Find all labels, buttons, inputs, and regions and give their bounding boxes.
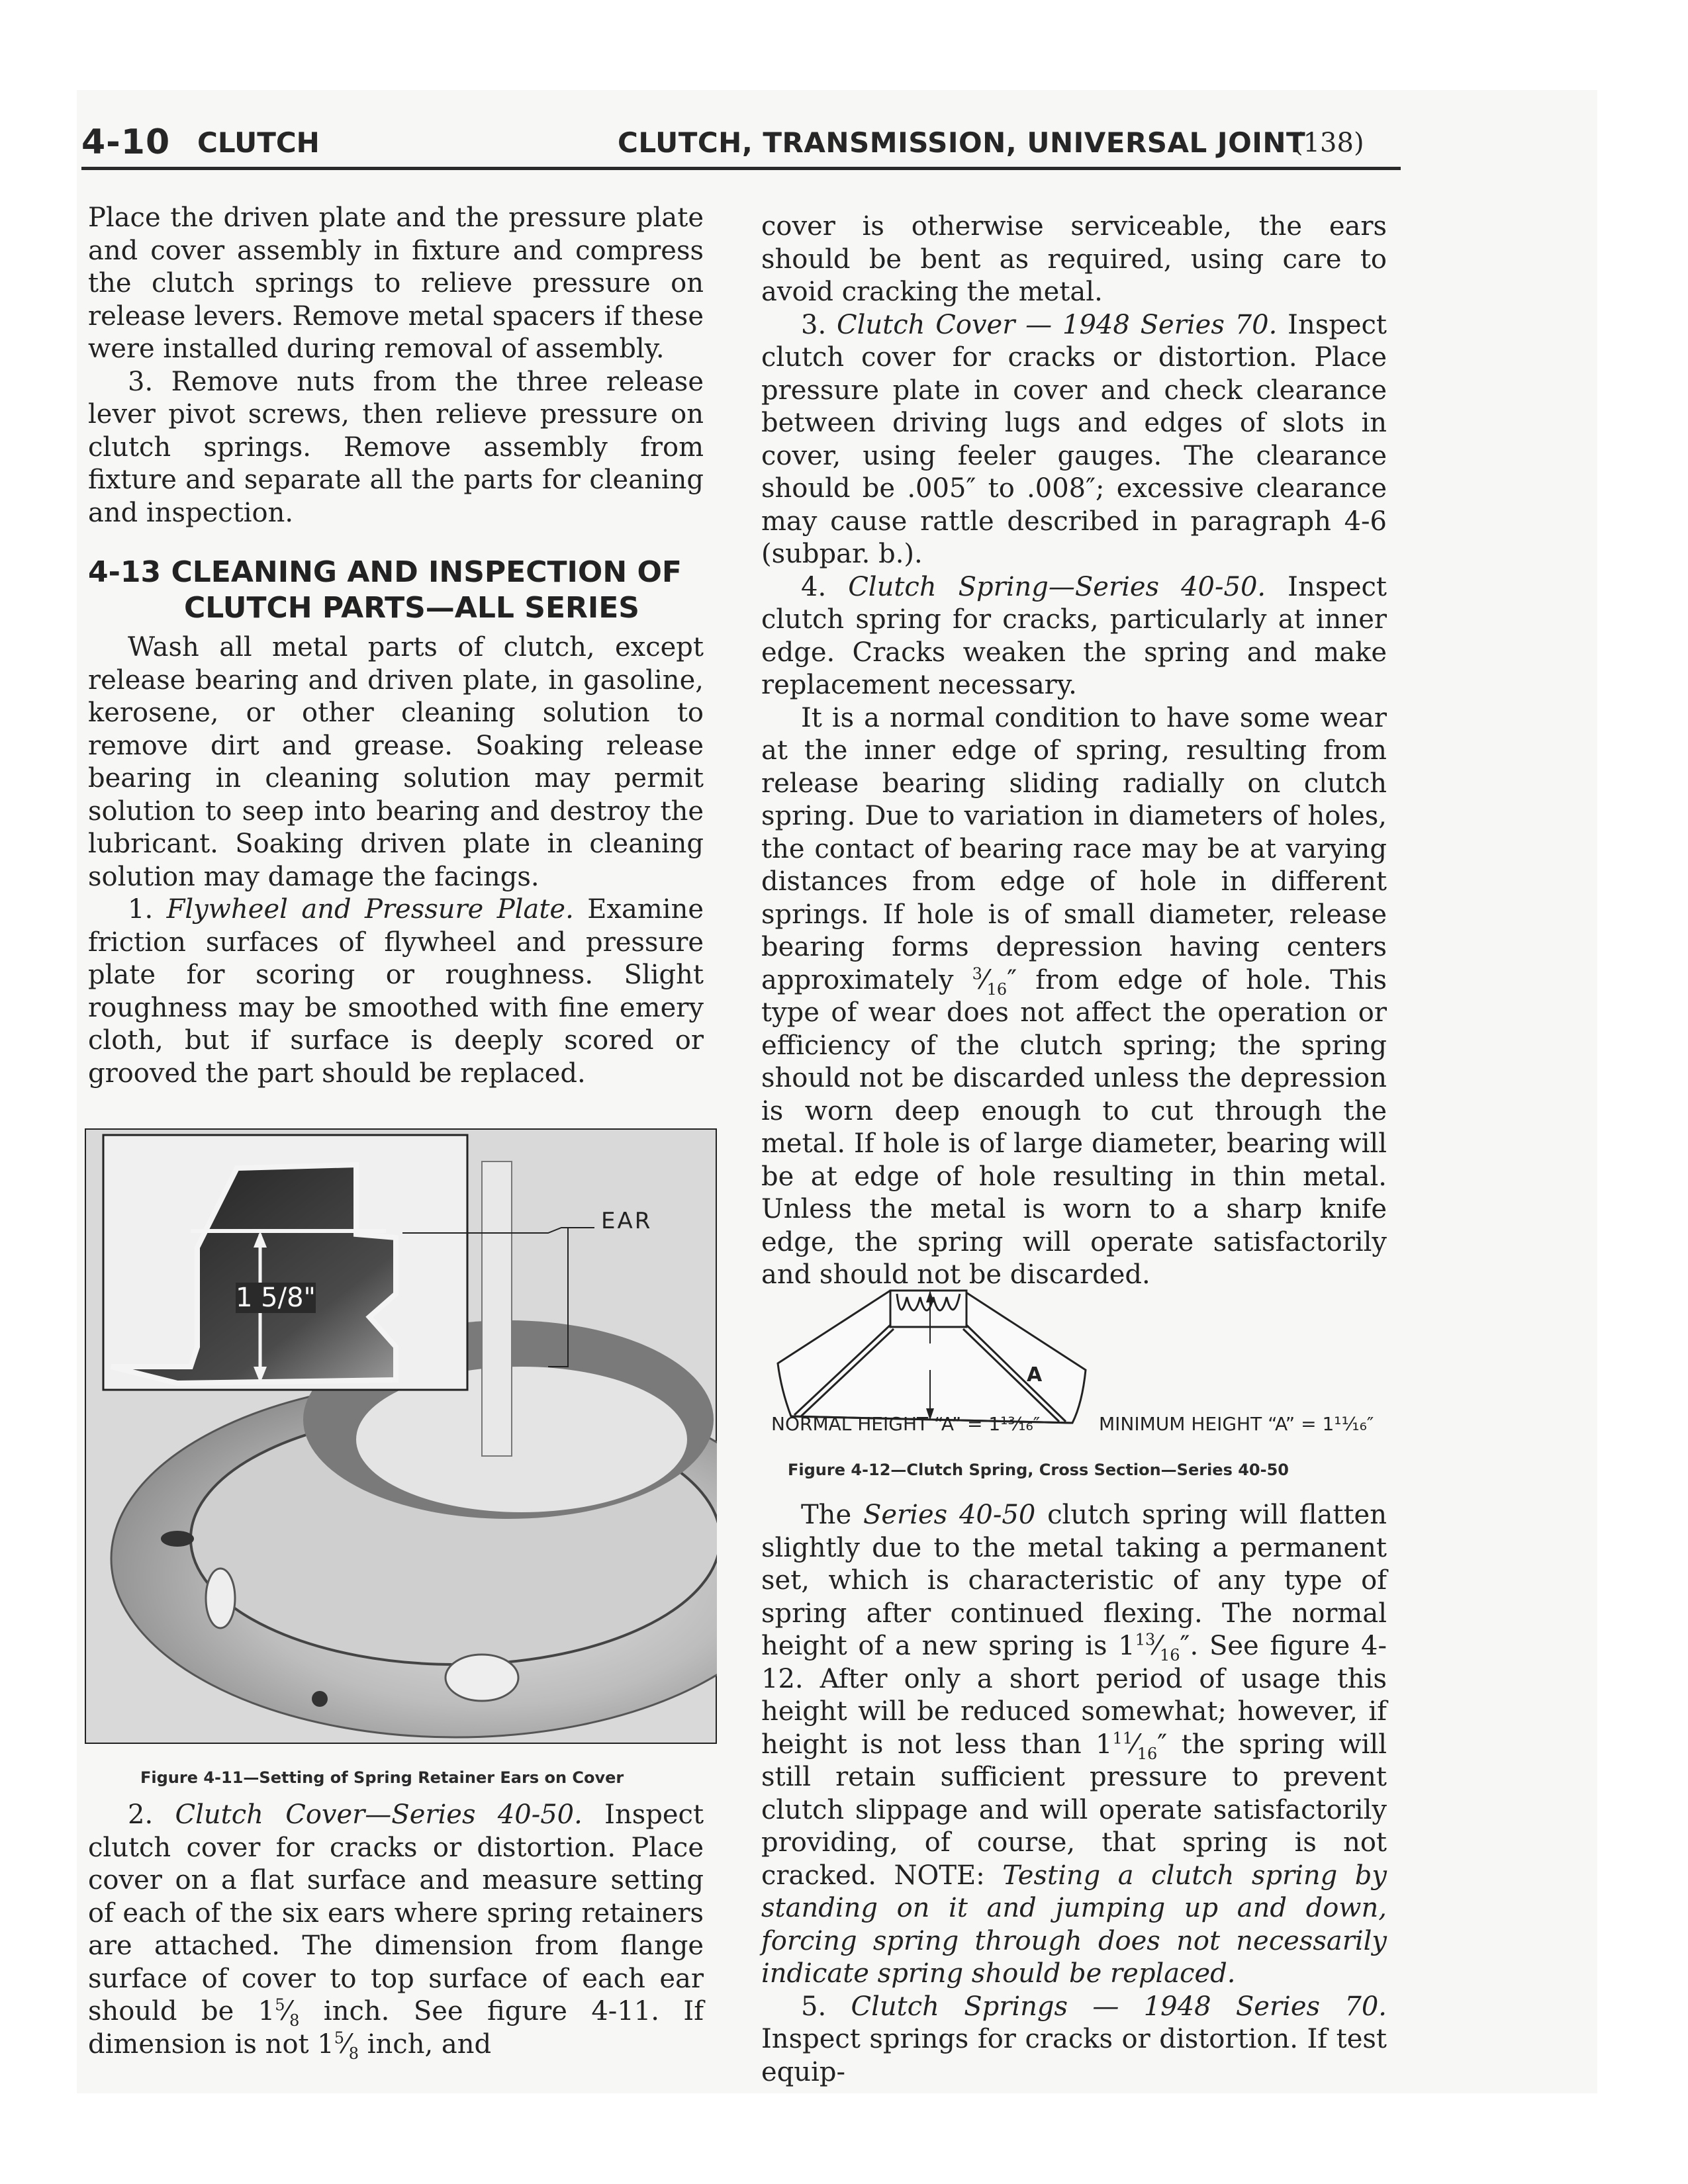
section-title-line2: CLUTCH PARTS—ALL SERIES — [184, 591, 639, 625]
section-number: 4-13 — [88, 555, 162, 589]
paragraph: cover is otherwise serviceable, the ears should be bent as required, using care to avoid cracking the metal. — [761, 211, 1387, 307]
list-item: 5. Clutch Springs — 1948 Series 70. Inspect springs for cracks or distortion. If test equip- — [761, 1991, 1387, 2087]
page-number: 4-10 — [81, 122, 171, 162]
left-column-top — [88, 202, 704, 1090]
item-title: Flywheel and Pressure Plate. — [166, 894, 574, 925]
figure-4-11 — [85, 1128, 717, 1744]
paragraph: Place the driven plate and the pressure plate and cover assembly in fixture and compress the clutch springs to relieve pressure on release levers. Remove metal spacers if these were installed during removal of assembly. — [88, 203, 704, 364]
dimension-a-label: A — [1027, 1363, 1043, 1387]
item-title: Clutch Springs — 1948 Series 70. — [851, 1991, 1387, 2022]
folio-number: (138) — [1293, 128, 1364, 158]
figure-caption: Figure 4-12—Clutch Spring, Cross Section—Series 40-50 — [788, 1461, 1289, 1479]
item-title: Clutch Cover — 1948 Series 70. — [837, 309, 1278, 340]
paragraph: The Series 40-50 clutch spring will flatten slightly due to the metal taking a permanent set, which is characteristic of any type of spring after continued flexing. The normal height of a new spring is $1^{13}⁄_{16}''$. See figure 4-12. After only a short period of usage this height will be reduced somewhat; however, if height is not less than $1^{11}⁄_{16}''$ the spring will still retain sufficient pressure to prevent clutch slippage and will operate satisfactorily providing, of course, that spring is not cracked. NOTE: Testing a clutch spring by standing on it and jumping up and down, forcing spring through does not necessarily indicate spring should be replaced. — [761, 1500, 1387, 1989]
item-title: Clutch Spring—Series 40-50. — [848, 571, 1266, 602]
dimension-label: 1 5/8" — [236, 1283, 316, 1313]
section-name: CLUTCH — [197, 126, 320, 159]
normal-height-label: NORMAL HEIGHT “A” = 1¹³⁄₁₆″ — [771, 1413, 1041, 1435]
list-item: 4. Clutch Spring—Series 40-50. Inspect clutch spring for cracks, particularly at inner edge. Cracks weaken the spring and make replacement necessary. — [761, 571, 1387, 700]
right-column-bottom — [761, 1499, 1387, 2089]
paragraph: Wash all metal parts of clutch, except release bearing and driven plate, in gasoline, kerosene, or other cleaning solution to remove dirt and grease. Soaking release bearing in cleaning solution may permit solution to seep into bearing and destroy the lubricant. Soaking driven plate in cleaning solution may damage the facings. — [88, 632, 704, 892]
list-item: 1. Flywheel and Pressure Plate. Examine friction surfaces of flywheel and pressure plate for scoring or roughness. Slight roughness may be smoothed with fine emery cloth, but if surface is deeply scored or grooved the part should be replaced. — [88, 894, 704, 1089]
item-title: Clutch Cover—Series 40-50. — [175, 1799, 583, 1830]
ear-callout: EAR — [601, 1208, 653, 1234]
section-title-line1: CLEANING AND INSPECTION OF — [171, 555, 682, 589]
section-heading — [88, 555, 704, 626]
running-header — [81, 122, 1409, 169]
right-column-top — [761, 210, 1387, 1292]
note-text: Testing a clutch spring by standing on it and jumping up and down, forcing spring through does not necessarily indicate spring should be replaced. — [761, 1860, 1387, 1989]
minimum-height-label: MINIMUM HEIGHT “A” = 1¹¹⁄₁₆″ — [1099, 1413, 1374, 1435]
list-item: 2. Clutch Cover—Series 40-50. Inspect clutch cover for cracks or distortion. Place cover on a flat surface and measure setting of each of the six ears where spring retainers are attached. The dimension from flange surface of cover to top surface of each ear should be $1^5⁄_8$ inch. See figure 4-11. If dimension is not $1^5⁄_8$ inch, and — [88, 1799, 704, 2063]
left-column-bottom — [88, 1799, 704, 2061]
paragraph: It is a normal condition to have some wear at the inner edge of spring, resulting from release bearing sliding radially on clutch spring. Due to variation in diameters of holes, the contact of bearing race may be at varying distances from edge of hole in different springs. If hole is of small diameter, release bearing forms depression having centers approximately $^3⁄_{16}''$ from edge of hole. This type of wear does not affect the operation or efficiency of the clutch spring; the spring should not be discarded unless the depression is worn deep enough to cut through the metal. If hole is of large diameter, bearing will be at edge of hole resulting in thin metal. Unless the metal is worn to a sharp knife edge, the spring will operate satisfactorily and should not be discarded. — [761, 702, 1387, 1290]
list-item: 3. Clutch Cover — 1948 Series 70. Inspect clutch cover for cracks or distortion. Place pressure plate in cover and check clearance between driving lugs and edges of slots in cover, using feeler gauges. The clearance should be .005″ to .008″; excessive clearance may cause rattle described in paragraph 4-6 (subpar. b.). — [761, 309, 1387, 569]
chapter-title: CLUTCH, TRANSMISSION, UNIVERSAL JOINT — [618, 126, 1306, 159]
figure-caption: Figure 4-11—Setting of Spring Retainer Ears on Cover — [140, 1768, 624, 1787]
header-rule — [81, 167, 1401, 170]
paragraph: 3. Remove nuts from the three release lever pivot screws, then relieve pressure on clutch springs. Remove assembly from fixture and separate all the parts for cleaning and inspection. — [88, 366, 704, 528]
